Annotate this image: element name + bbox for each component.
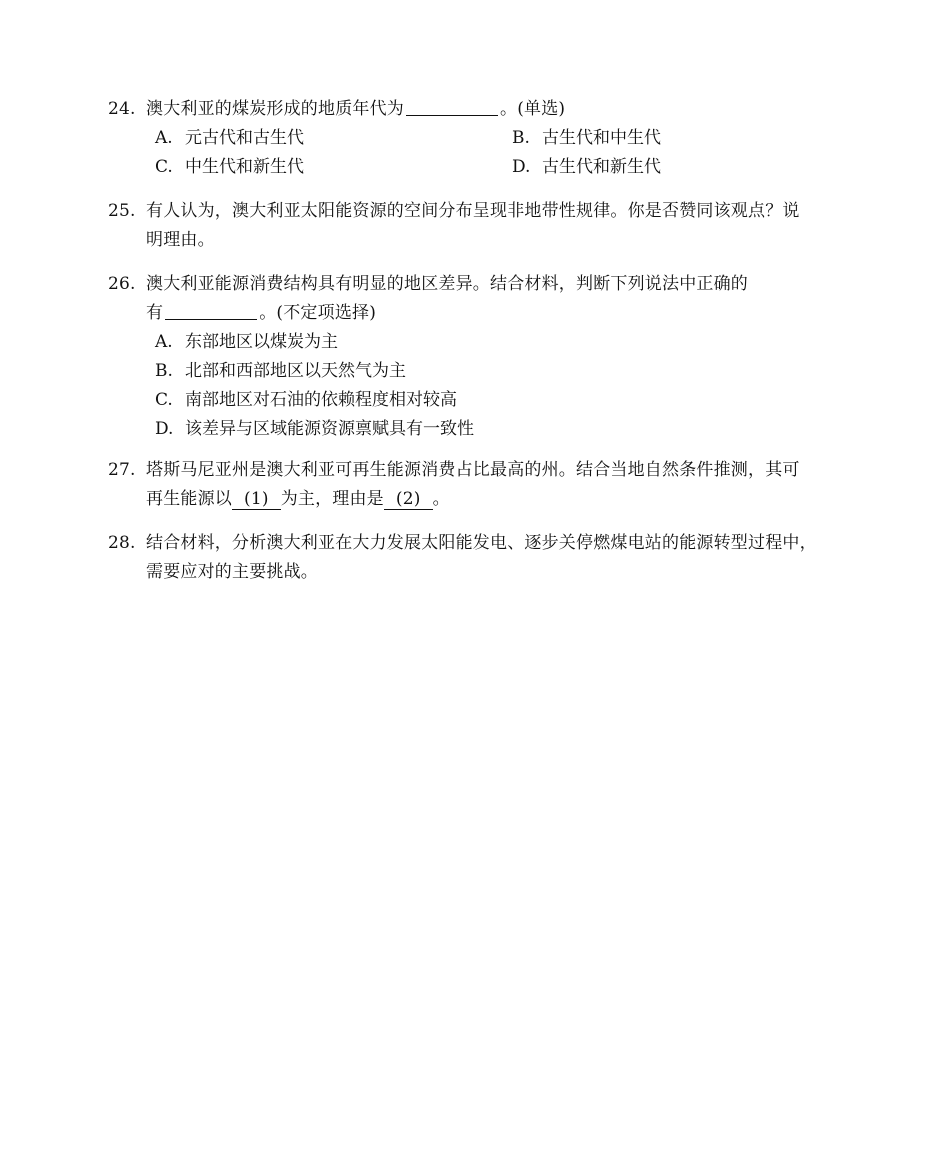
- question-number: 25.: [108, 201, 136, 221]
- option-letter: C.: [155, 157, 173, 177]
- option-c: [108, 386, 843, 415]
- question-number: 26.: [108, 274, 136, 294]
- question-text: 有: [146, 303, 164, 323]
- question-27-line-1: [108, 456, 843, 485]
- question-text: 明理由。: [146, 230, 215, 250]
- option-b: [512, 124, 661, 153]
- option-row: [108, 124, 843, 153]
- question-number: 28.: [108, 533, 136, 553]
- answer-blank-1[interactable]: (1): [232, 489, 281, 510]
- question-25: [108, 197, 843, 255]
- question-24: [108, 95, 843, 182]
- option-letter: D.: [512, 157, 531, 177]
- answer-blank[interactable]: [406, 99, 498, 116]
- question-26-line-2: [108, 299, 843, 328]
- option-text: 该差异与区域能源资源禀赋具有一致性: [185, 419, 474, 439]
- option-a: [155, 124, 512, 153]
- option-d: [108, 415, 843, 444]
- option-letter: A.: [155, 128, 173, 148]
- option-text: 古生代和新生代: [542, 157, 661, 177]
- option-b: [108, 357, 843, 386]
- question-text-suffix: 。(不定项选择): [259, 303, 377, 323]
- option-letter: C.: [155, 390, 173, 410]
- question-number: 24.: [108, 99, 136, 119]
- option-letter: B.: [155, 361, 173, 381]
- option-letter: A.: [155, 332, 173, 352]
- option-c: [155, 153, 512, 182]
- option-text: 北部和西部地区以天然气为主: [185, 361, 406, 381]
- question-text: 塔斯马尼亚州是澳大利亚可再生能源消费占比最高的州。结合当地自然条件推测，其可: [146, 460, 800, 480]
- question-text: 再生能源以: [146, 489, 232, 509]
- question-28-line-2: [108, 558, 843, 587]
- question-25-line-2: [108, 226, 843, 255]
- option-letter: D.: [155, 419, 174, 439]
- question-text: 结合材料，分析澳大利亚在大力发展太阳能发电、逐步关停燃煤电站的能源转型过程中，: [146, 533, 817, 553]
- option-text: 古生代和中生代: [542, 128, 661, 148]
- question-27: [108, 456, 843, 514]
- question-text: 澳大利亚的煤炭形成的地质年代为: [146, 99, 404, 119]
- question-text-suffix: 。(单选): [500, 99, 566, 119]
- question-24-stem: [108, 95, 843, 124]
- option-row: [108, 153, 843, 182]
- question-28-line-1: [108, 529, 843, 558]
- question-text: 需要应对的主要挑战。: [146, 562, 318, 582]
- question-text: 有人认为，澳大利亚太阳能资源的空间分布呈现非地带性规律。你是否赞同该观点？说: [146, 201, 800, 221]
- option-letter: B.: [512, 128, 530, 148]
- option-list: [108, 328, 843, 444]
- question-27-line-2: [108, 485, 843, 514]
- question-26-line-1: [108, 270, 843, 299]
- question-25-line-1: [108, 197, 843, 226]
- answer-blank[interactable]: [165, 303, 257, 320]
- question-26: [108, 270, 843, 444]
- question-text: 澳大利亚能源消费结构具有明显的地区差异。结合材料，判断下列说法中正确的: [146, 274, 748, 294]
- question-text: 为主，理由是: [280, 489, 384, 509]
- question-28: [108, 529, 843, 587]
- option-text: 中生代和新生代: [185, 157, 304, 177]
- option-text: 东部地区以煤炭为主: [185, 332, 338, 352]
- question-text: 。: [432, 489, 450, 509]
- question-number: 27.: [108, 460, 136, 480]
- option-a: [108, 328, 843, 357]
- answer-blank-2[interactable]: (2): [384, 489, 433, 510]
- option-d: [512, 153, 661, 182]
- option-text: 南部地区对石油的依赖程度相对较高: [185, 390, 457, 410]
- option-text: 元古代和古生代: [185, 128, 304, 148]
